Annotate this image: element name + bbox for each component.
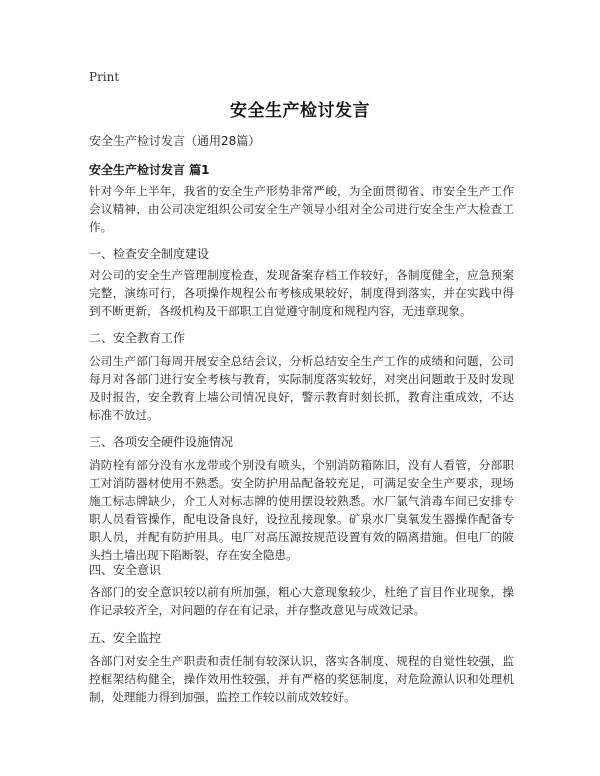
- section-heading-1: 一、检查安全制度建设: [89, 247, 210, 261]
- section-heading-2: 二、安全教育工作: [89, 331, 186, 345]
- print-link[interactable]: Print: [89, 70, 120, 84]
- section-heading-4: 四、安全意识: [89, 563, 162, 577]
- section-body-4: 各部门的安全意识较以前有所加强，粗心大意现象较少，杜绝了盲目作业现象，操作记录较齐全，对问题的存在有记录，并存整改意见与成效记录。: [89, 585, 514, 617]
- page-title: 安全生产检讨发言: [230, 101, 370, 121]
- intro-paragraph: 针对今年上半年，我省的安全生产形势非常严峻，为全面贯彻省、市安全生产工作会议精神，由公司决定组织公司安全生产领导小组对全公司进行安全生产大检查工作。: [89, 184, 514, 234]
- section-heading: 安全生产检讨发言 篇1: [89, 163, 210, 177]
- document-subtitle: 安全生产检讨发言（通用28篇）: [89, 134, 261, 148]
- section-heading-3: 三、各项安全硬件设施情况: [89, 435, 234, 449]
- section-heading-5: 五、安全监控: [89, 631, 162, 645]
- section-body-2: 公司生产部门每周开展安全总结会议，分析总结安全生产工作的成绩和问题，公司每月对各部门进行安全考核与教育，实际制度落实较好，对突出问题敢于及时发现及时报告，安全教育上墙公司情况良好，警示教育时刻长抓，教育注重成效，不达标准不放过。: [89, 354, 514, 422]
- section-body-5: 各部门对安全生产职责和责任制有较深认识，落实各制度、规程的自觉性较强，监控框架结构健全，操作效用性较强，并有严格的奖惩制度，对危险源认识和处理机制，处理能力得到加强，监控工作较以前成效较好。: [89, 654, 514, 704]
- section-body-3: 消防栓有部分没有水龙带或个别没有喷头，个别消防箱陈旧，没有人看管，分部职工对消防器材使用不熟悉。安全防护用品配备较充足，可满足安全生产要求，现场施工标志牌缺少，介工人对标志牌的使用摆设较熟悉。水厂氯气消毒车间已安排专职人员看管操作，配电设备良好，设拉乱接现象。矿泉水厂臭氧发生器操作配备专职人员，并配有防护用具。电厂对高压源按规范设置有效的隔离措施。但电厂的陂头挡土墙出现下陷断裂，存在安全隐患。: [89, 458, 514, 562]
- section-body-1: 对公司的安全生产管理制度检查，发现备案存档工作较好，各制度健全，应急预案完整，演练可行，各项操作规程公布考核成果较好，制度得到落实，并在实践中得到不断更新，各级机构及干部职工自觉遵守制度和规程内容，无违章现象。: [89, 268, 514, 318]
